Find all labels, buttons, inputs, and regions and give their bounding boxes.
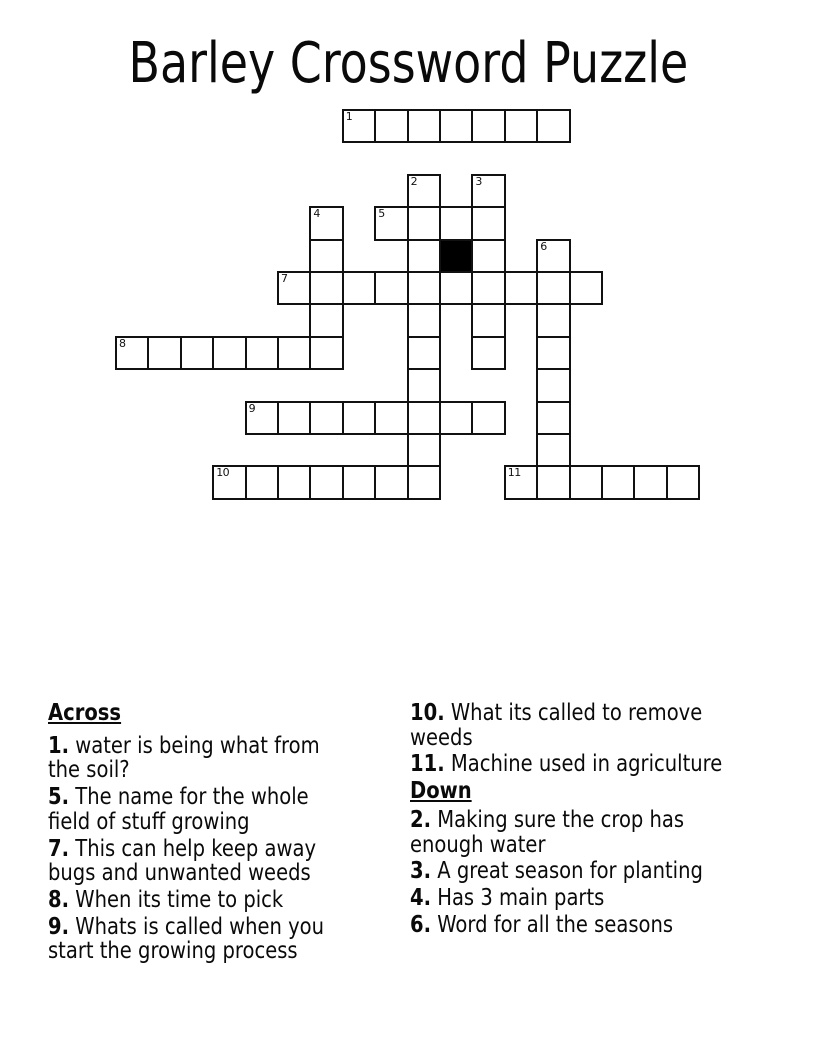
grid-cell[interactable] (439, 109, 473, 143)
title-container (0, 31, 816, 96)
grid-cell[interactable] (374, 401, 408, 435)
cell-number: 11 (507, 466, 521, 480)
grid-cell[interactable] (633, 465, 667, 499)
clue-number: 7. (48, 835, 70, 862)
grid-cell[interactable] (536, 109, 570, 143)
clue-item: 7. This can help keep away bugs and unwanted weeds (48, 835, 317, 887)
cell-number: 6 (540, 239, 547, 253)
grid-cell[interactable] (212, 465, 246, 499)
grid-cell[interactable] (471, 401, 505, 435)
grid-cell[interactable] (342, 271, 376, 305)
grid-cell[interactable] (309, 336, 343, 370)
grid-cell[interactable] (407, 174, 441, 208)
grid-cell[interactable] (342, 109, 376, 143)
grid-cell[interactable] (601, 465, 635, 499)
grid-cell[interactable] (569, 271, 603, 305)
grid-cell[interactable] (407, 433, 441, 467)
clue-number: 6. (410, 911, 432, 938)
clue-item: 6. Word for all the seasons (410, 911, 674, 938)
clue-item: 9. Whats is called when you start the growing process (48, 913, 325, 965)
grid-cell[interactable] (536, 271, 570, 305)
grid-cell[interactable] (277, 465, 311, 499)
grid-cell[interactable] (407, 109, 441, 143)
grid-cell[interactable] (569, 465, 603, 499)
grid-cell[interactable] (504, 465, 538, 499)
black-cell (439, 239, 473, 273)
clue-item: 5. The name for the whole field of stuff growing (48, 784, 309, 835)
clue-number: 3. (410, 858, 432, 885)
grid-cell[interactable] (439, 401, 473, 435)
clue-number: 1. (48, 732, 70, 759)
clue-number: 9. (48, 913, 70, 940)
down-clues-list (410, 808, 760, 938)
across-clues-list-continued (410, 701, 760, 777)
grid-cell[interactable] (471, 174, 505, 208)
clue-item: 11. Machine used in agriculture (410, 751, 723, 778)
grid-cell[interactable] (245, 401, 279, 435)
grid-cell[interactable] (147, 336, 181, 370)
clue-item: 3. A great season for planting (410, 858, 703, 885)
grid-cell[interactable] (439, 206, 473, 240)
grid-cell[interactable] (536, 303, 570, 337)
grid-cell[interactable] (115, 336, 149, 370)
grid-cell[interactable] (407, 303, 441, 337)
clue-number: 5. (48, 784, 70, 811)
grid-cell[interactable] (536, 368, 570, 402)
grid-cell[interactable] (374, 206, 408, 240)
grid-cell[interactable] (407, 401, 441, 435)
across-heading: Across (48, 700, 122, 726)
cell-number: 4 (313, 207, 320, 221)
grid-cell[interactable] (471, 206, 505, 240)
cell-number: 3 (475, 174, 482, 188)
grid-cell[interactable] (309, 401, 343, 435)
grid-cell[interactable] (342, 401, 376, 435)
cell-number: 5 (378, 207, 385, 221)
grid-cell[interactable] (536, 433, 570, 467)
grid-cell[interactable] (407, 206, 441, 240)
grid-cell[interactable] (407, 239, 441, 273)
clue-number: 8. (48, 886, 70, 913)
grid-cell[interactable] (277, 336, 311, 370)
grid-cell[interactable] (212, 336, 246, 370)
grid-cell[interactable] (309, 206, 343, 240)
grid-cell[interactable] (309, 465, 343, 499)
across-clues-list (48, 734, 351, 964)
clue-item: 1. water is being what from the soil? (48, 732, 320, 784)
cell-number: 1 (345, 110, 353, 123)
clue-item: 4. Has 3 main parts (410, 884, 605, 911)
down-heading: Down (410, 778, 472, 805)
grid-cell[interactable] (536, 239, 570, 273)
clue-number: 11. (410, 751, 445, 778)
grid-cell[interactable] (245, 465, 279, 499)
grid-cell[interactable] (407, 465, 441, 499)
grid-cell[interactable] (309, 239, 343, 273)
clue-item: 8. When its time to pick (48, 886, 284, 913)
grid-cell[interactable] (374, 109, 408, 143)
cell-number: 2 (410, 174, 418, 188)
grid-cell[interactable] (471, 303, 505, 337)
grid-cell[interactable] (407, 368, 441, 402)
grid-cell[interactable] (342, 465, 376, 499)
grid-cell[interactable] (374, 271, 408, 305)
grid-cell[interactable] (471, 239, 505, 273)
grid-cell[interactable] (309, 271, 343, 305)
grid-cell[interactable] (277, 401, 311, 435)
grid-cell[interactable] (471, 271, 505, 305)
grid-cell[interactable] (309, 303, 343, 337)
cell-number: 9 (248, 401, 256, 415)
page-title: Barley Crossword Puzzle (128, 31, 688, 96)
clue-number: 2. (410, 806, 432, 833)
clue-number: 4. (410, 884, 432, 911)
grid-cell[interactable] (504, 109, 538, 143)
grid-cell[interactable] (536, 401, 570, 435)
grid-cell[interactable] (374, 465, 408, 499)
clue-number: 10. (410, 700, 445, 726)
clues-column-right (410, 701, 760, 939)
grid-cell[interactable] (245, 336, 279, 370)
grid-cell[interactable] (666, 465, 700, 499)
cell-number: 10 (216, 466, 230, 480)
grid-cell[interactable] (504, 271, 538, 305)
grid-cell[interactable] (439, 271, 473, 305)
clues-column-left (48, 701, 351, 966)
grid-cell[interactable] (536, 336, 570, 370)
grid-cell[interactable] (407, 336, 441, 370)
grid-cell[interactable] (407, 271, 441, 305)
cell-number: 8 (119, 336, 126, 350)
grid-cell[interactable] (277, 271, 311, 305)
grid-cell[interactable] (471, 336, 505, 370)
grid-cell[interactable] (180, 336, 214, 370)
grid-cell[interactable] (471, 109, 505, 143)
clue-item: 2. Making sure the crop has enough water (410, 806, 685, 858)
clue-item: 10. What its called to remove weeds (410, 700, 703, 751)
grid-cell[interactable] (536, 465, 570, 499)
cell-number: 7 (281, 272, 288, 285)
